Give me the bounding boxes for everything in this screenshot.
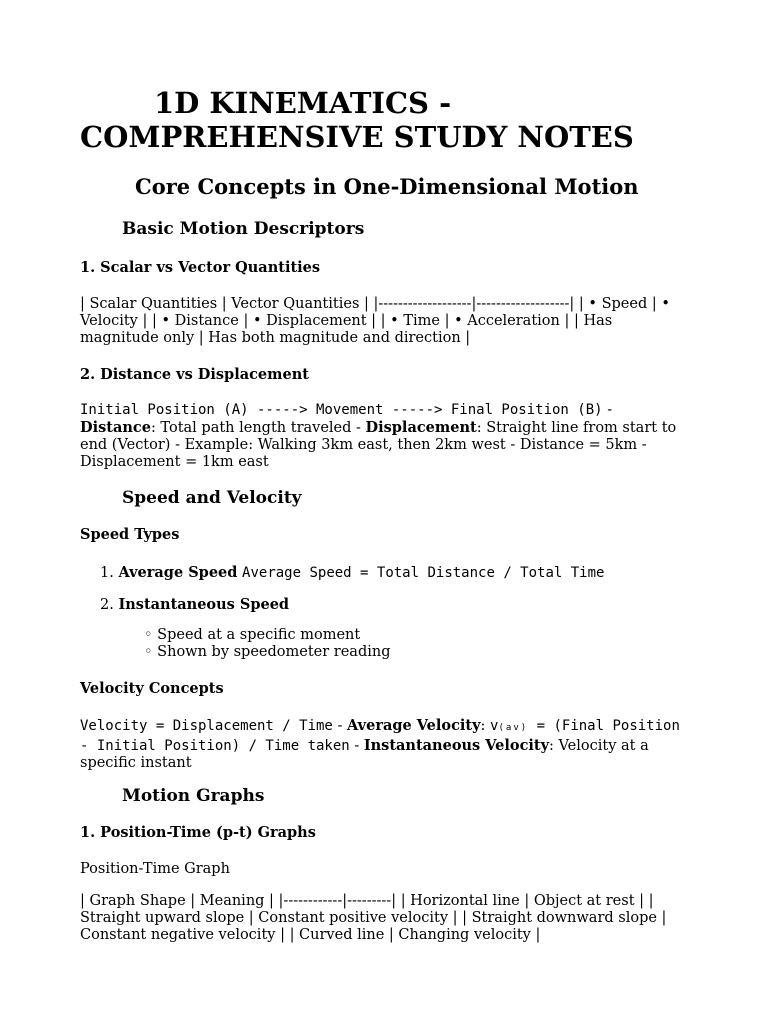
separator: - bbox=[349, 738, 364, 754]
page-title-line-2: COMPREHENSIVE STUDY NOTES bbox=[80, 120, 634, 154]
hollow-bullet-icon: ◦ bbox=[144, 644, 153, 660]
page-title bbox=[80, 86, 690, 154]
velocity-symbol: v bbox=[490, 718, 499, 734]
velocity-subscript: (av) bbox=[498, 723, 529, 733]
heading-speed-types: Speed Types bbox=[80, 526, 180, 543]
heading-distance-displacement: 2. Distance vs Displacement bbox=[80, 366, 309, 383]
average-speed-formula: Average Speed = Total Distance / Total Time bbox=[242, 565, 605, 581]
instantaneous-velocity-definition: : Velocity at a specific instant bbox=[80, 738, 649, 771]
displacement-term: Displacement bbox=[365, 419, 477, 436]
colon: : bbox=[480, 718, 491, 734]
hollow-bullet-icon: ◦ bbox=[144, 627, 153, 643]
heading-basic-motion-descriptors: Basic Motion Descriptors bbox=[122, 219, 365, 239]
list-number: 1. bbox=[100, 565, 114, 581]
velocity-paragraph bbox=[80, 717, 688, 772]
page-title-line-1: 1D KINEMATICS - bbox=[154, 86, 452, 120]
list-number: 2. bbox=[100, 597, 114, 613]
position-diagram-text: Initial Position (A) -----> Movement -----> Final Position (B) bbox=[80, 402, 603, 418]
list-item-instantaneous-speed bbox=[100, 596, 289, 614]
velocity-formula: Velocity = Displacement / Time bbox=[80, 718, 333, 734]
list-item-average-speed bbox=[100, 564, 604, 582]
separator: - bbox=[332, 718, 347, 734]
page-subtitle: Core Concepts in One-Dimensional Motion bbox=[135, 174, 639, 199]
displacement-definition: : Straight line from start to end (Vector) - Example: Walking 3km east, then 2km west - Distance = 5km - Displacement = 1km east bbox=[80, 420, 677, 470]
heading-velocity-concepts: Velocity Concepts bbox=[80, 680, 224, 697]
instantaneous-speed-term: Instantaneous Speed bbox=[118, 596, 290, 613]
average-speed-term: Average Speed bbox=[118, 564, 238, 581]
distance-definition: : Total path length traveled - bbox=[150, 420, 366, 436]
heading-motion-graphs: Motion Graphs bbox=[122, 786, 265, 806]
average-velocity-formula: = (Final Position - Initial Position) / Time taken bbox=[80, 718, 680, 754]
heading-speed-velocity: Speed and Velocity bbox=[122, 488, 302, 508]
distance-term: Distance bbox=[80, 419, 151, 436]
separator: - bbox=[602, 402, 613, 418]
list-item: ◦ Speed at a specific moment bbox=[144, 627, 361, 643]
average-velocity-term: Average Velocity bbox=[347, 717, 481, 734]
instantaneous-velocity-term: Instantaneous Velocity bbox=[363, 737, 550, 754]
heading-scalar-vector: 1. Scalar vs Vector Quantities bbox=[80, 259, 321, 276]
list-item: ◦ Shown by speedometer reading bbox=[144, 644, 391, 660]
graph-shape-table-text: | Graph Shape | Meaning | |------------|---------| | Horizontal line | Object at rest | | Straight upward slope | Constant positive velocity | | Straight downward slope | Constant negative velocity | | Curved line | Changing velocity | bbox=[80, 893, 667, 943]
scalar-vector-table-text: | Scalar Quantities | Vector Quantities | |-------------------|-------------------| | • Speed | • Velocity | | • Distance | • Displacement | | • Time | • Acceleration | | Has magnitude only | Has both magnitude and direction | bbox=[80, 296, 670, 346]
graph-caption: Position-Time Graph bbox=[80, 861, 230, 877]
heading-position-time-graphs: 1. Position-Time (p-t) Graphs bbox=[80, 824, 316, 841]
distance-displacement-paragraph bbox=[80, 402, 688, 471]
